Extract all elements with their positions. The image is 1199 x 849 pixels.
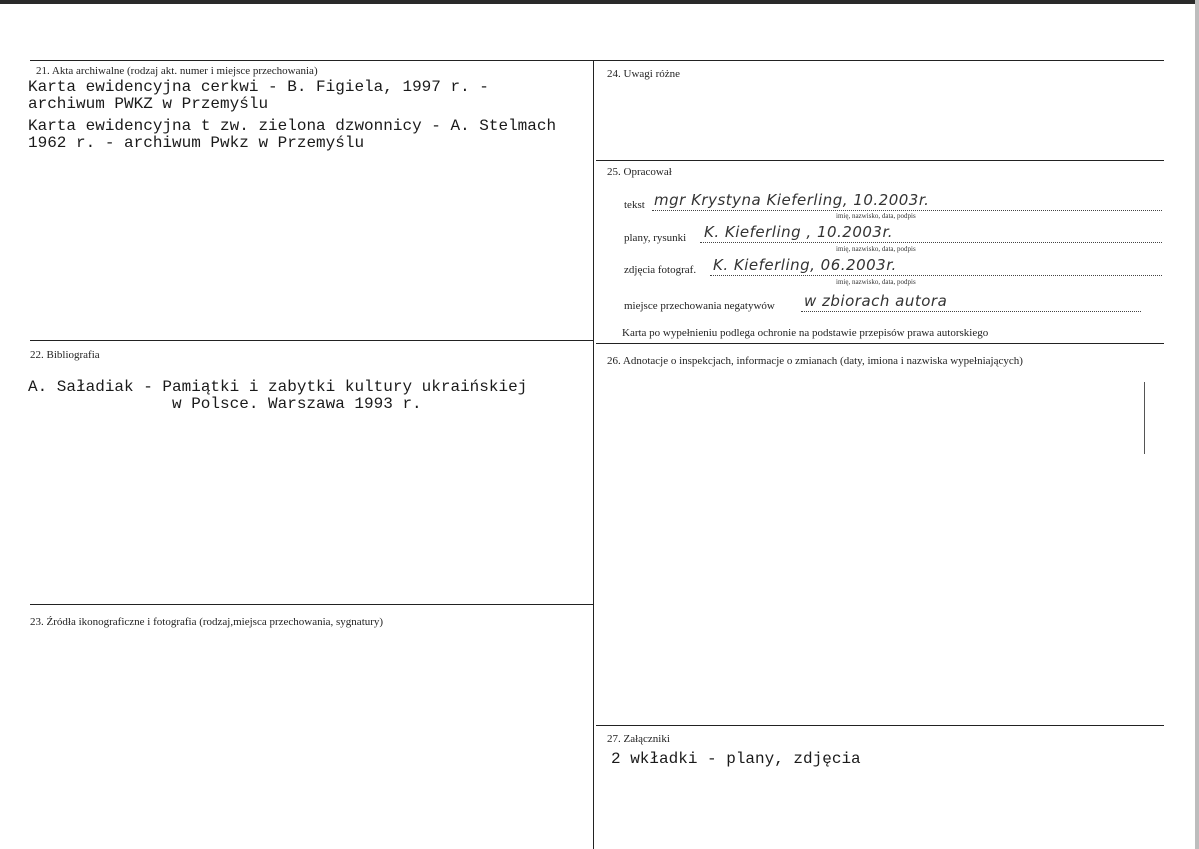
scan-edge-top	[0, 0, 1199, 4]
rule-21-22-left	[30, 340, 593, 341]
zdjecia-caption: imię, nazwisko, data, podpis	[836, 278, 916, 286]
plany-dotted-line	[700, 242, 1162, 243]
section-24-label: 24. Uwagi różne	[607, 68, 681, 80]
section-23-label: 23. Źródła ikonograficzne i fotografia (rodzaj,miejsca przechowania, sygnatury)	[30, 616, 384, 628]
bibliography-line-1: A. Saładiak - Pamiątki i zabytki kultury ukraińskiej	[28, 378, 528, 396]
rule-22-23	[30, 604, 593, 605]
section-21-entry-1-line-1: Karta ewidencyjna cerkwi - B. Figiela, 1997 r. -	[28, 78, 489, 96]
scan-edge-right	[1195, 0, 1199, 849]
section-26-label: 26. Adnotacje o inspekcjach, informacje o zmianach (daty, imiona i nazwiska wypełniających)	[607, 355, 1023, 367]
section-21-entry-1-line-2: archiwum PWKZ w Przemyślu	[28, 95, 269, 113]
rule-center	[593, 60, 594, 849]
zdjecia-handwritten-value: K. Kieferling, 06.2003r.	[713, 256, 897, 274]
rule-top	[30, 60, 1164, 61]
attachments-value: 2 wkładki - plany, zdjęcia	[611, 750, 861, 768]
tekst-label: tekst	[624, 199, 645, 211]
negatywy-dotted-line	[801, 311, 1141, 312]
copyright-note: Karta po wypełnieniu podlega ochronie na podstawie przepisów prawa autorskiego	[622, 327, 989, 339]
rule-24-25	[596, 160, 1164, 161]
tekst-caption: imię, nazwisko, data, podpis	[836, 212, 916, 220]
bibliography-line-2: w Polsce. Warszawa 1993 r.	[172, 395, 422, 413]
section-21-entry-2-line-1: Karta ewidencyjna t zw. zielona dzwonnicy - A. Stelmach	[28, 117, 557, 135]
section-21-entry-2-line-2: 1962 r. - archiwum Pwkz w Przemyślu	[28, 134, 365, 152]
section-21-label: 21. Akta archiwalne (rodzaj akt. numer i miejsce przechowania)	[36, 65, 318, 77]
plany-handwritten-value: K. Kieferling , 10.2003r.	[704, 223, 894, 241]
plany-caption: imię, nazwisko, data, podpis	[836, 245, 916, 253]
negatywy-label: miejsce przechowania negatywów	[624, 300, 775, 312]
rule-25-26-right	[596, 343, 1164, 344]
zdjecia-dotted-line	[710, 275, 1162, 276]
rule-26-27	[596, 725, 1164, 726]
section-27-label: 27. Załączniki	[607, 733, 670, 745]
zdjecia-label: zdjęcia fotograf.	[624, 264, 697, 276]
plany-label: plany, rysunki	[624, 232, 687, 244]
tekst-handwritten-value: mgr Krystyna Kieferling, 10.2003r.	[654, 191, 930, 209]
section-22-label: 22. Bibliografia	[30, 349, 100, 361]
negatywy-handwritten-value: w zbiorach autora	[804, 292, 948, 310]
section-25-label: 25. Opracował	[607, 166, 672, 178]
margin-mark	[1144, 382, 1145, 454]
tekst-dotted-line	[652, 210, 1162, 211]
